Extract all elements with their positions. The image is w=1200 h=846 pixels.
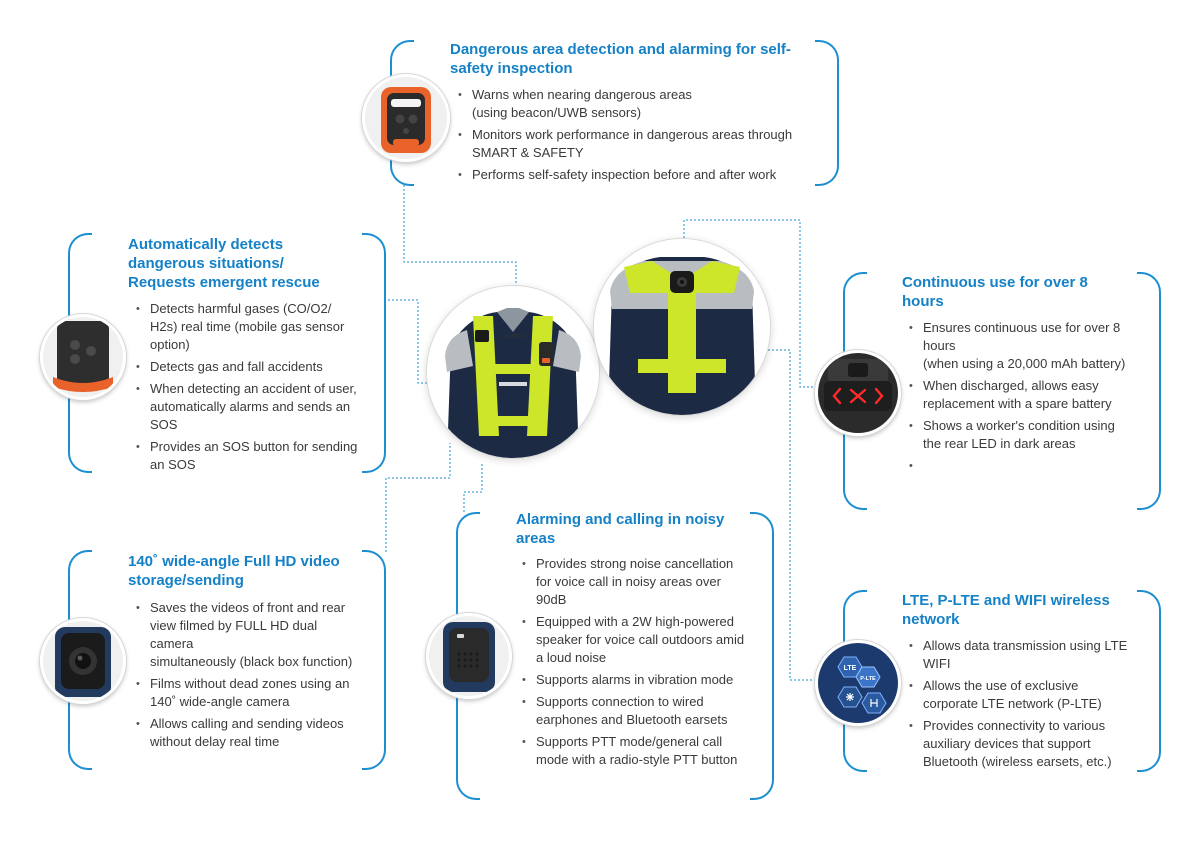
feature-item: • Monitors work performance in dangerous areas through SMART & SAFETY <box>458 126 828 162</box>
feature-item: • Allows the use of exclusive corporate LTE network (P-LTE) <box>909 677 1135 713</box>
speaker-device-photo <box>426 613 512 699</box>
feature-item: • Equipped with a 2W high-powered speaker for voice call outdoors amid a loud noise <box>522 613 748 667</box>
network-photo <box>815 640 901 726</box>
feature-item: • When detecting an accident of user, automatically alarms and sends an SOS <box>136 380 362 434</box>
feature-title-danger: Dangerous area detection and alarming for self-safety inspection <box>450 41 791 77</box>
feature-item: • Performs self-safety inspection before and after work <box>458 166 828 184</box>
feature-list-danger <box>458 86 828 188</box>
feature-item: • Provides an SOS button for sending an SOS <box>136 438 362 474</box>
feature-item: • Supports connection to wired earphones and Bluetooth earsets <box>522 693 748 729</box>
feature-list-noise <box>522 555 748 773</box>
feature-item: • Provides connectivity to various auxiliary devices that support Bluetooth (wireless earsets, etc.) <box>909 717 1135 771</box>
rear-led-icon <box>818 353 898 433</box>
feature-item: • When discharged, allows easy replacement with a spare battery <box>909 377 1135 413</box>
gas-detector-photo <box>362 74 450 162</box>
feature-item: • Detects harmful gases (CO/O2/ H2s) real time (mobile gas sensor option) <box>136 300 362 354</box>
hex-label-lte: LTE <box>843 665 857 672</box>
feature-item: • Ensures continuous use for over 8 hours (when using a 20,000 mAh battery) <box>909 319 1135 373</box>
feature-item: • Detects gas and fall accidents <box>136 358 362 376</box>
feature-item: • Provides strong noise cancellation for voice call in noisy areas over 90dB <box>522 555 748 609</box>
vest-front-icon <box>427 286 599 458</box>
feature-list-sos <box>136 300 362 478</box>
feature-title-noise: Alarming and calling in noisy areas <box>516 511 725 547</box>
sos-device-photo <box>40 314 126 400</box>
rear-led-photo <box>815 350 901 436</box>
feature-title-battery: Continuous use for over 8 hours <box>902 274 1088 310</box>
gas-detector-device-icon <box>365 77 447 159</box>
feature-item: • Allows calling and sending videos without delay real time <box>136 715 362 751</box>
speaker-device-icon <box>429 616 509 696</box>
feature-list-video <box>136 599 362 755</box>
connector-video <box>386 443 450 552</box>
camera-lens-icon <box>43 621 123 701</box>
feature-card-danger <box>390 40 839 186</box>
feature-item: • Saves the videos of front and rear view filmed by FULL HD dual camera simultaneously (black box function) <box>136 599 362 671</box>
feature-item: • Films without dead zones using an 140˚ wide-angle camera <box>136 675 362 711</box>
device-label: SafeMATE <box>501 334 525 340</box>
camera-photo <box>40 618 126 704</box>
feature-title-sos: Automatically detects dangerous situations/ Requests emergent rescue <box>128 236 320 291</box>
sos-device-icon <box>43 317 123 397</box>
feature-title-lte: LTE, P-LTE and WIFI wireless network <box>902 592 1110 628</box>
feature-item: • Supports PTT mode/general call mode with a radio-style PTT button <box>522 733 748 769</box>
hex-label-plte: P-LTE <box>860 676 876 682</box>
feature-list-lte <box>909 637 1135 775</box>
connector-danger <box>404 185 516 292</box>
vest-back-photo <box>593 238 771 416</box>
network-hexagon-icon <box>818 643 898 723</box>
feature-item: • Warns when nearing dangerous areas (using beacon/UWB sensors) <box>458 86 828 122</box>
feature-item: • Allows data transmission using LTE WIFI <box>909 637 1135 673</box>
vest-front-photo <box>426 285 600 459</box>
feature-item: • Shows a worker's condition using the rear LED in dark areas <box>909 417 1135 453</box>
feature-item: • Supports alarms in vibration mode <box>522 671 748 689</box>
vest-back-icon <box>594 239 770 415</box>
feature-list-battery <box>909 319 1135 457</box>
connector-noise <box>464 462 482 512</box>
feature-title-video: 140˚ wide-angle Full HD video storage/sending <box>128 553 340 589</box>
